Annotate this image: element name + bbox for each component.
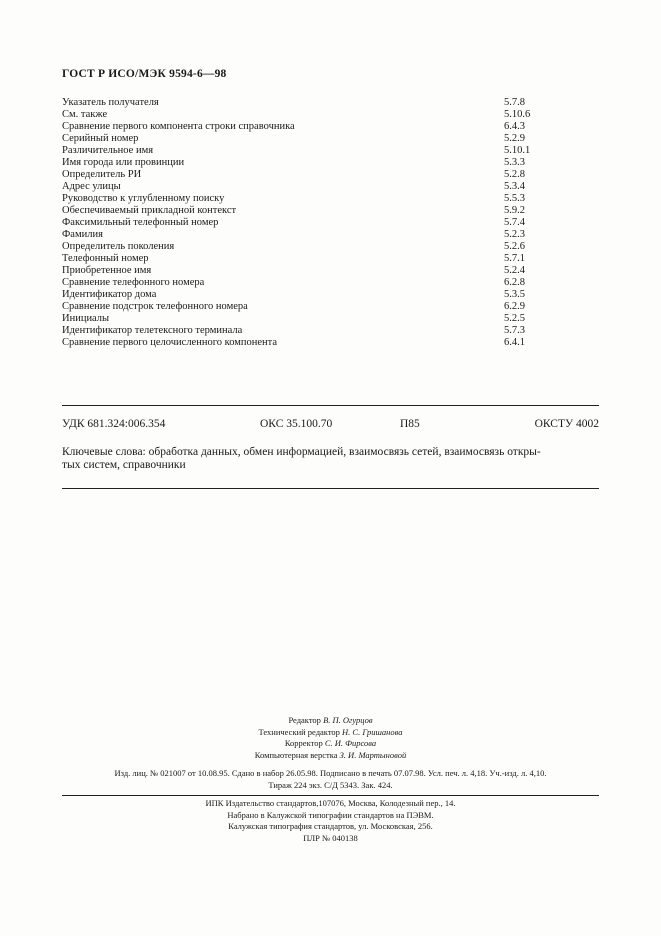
index-row bbox=[62, 205, 542, 217]
index-row bbox=[62, 277, 542, 289]
index-term: Обеспечиваемый прикладной контекст bbox=[62, 205, 237, 216]
index-ref: 5.2.4 bbox=[504, 265, 525, 276]
print-info bbox=[0, 767, 661, 791]
publisher-line: Набрано в Калужской типографии стандартов на ПЭВМ. bbox=[227, 809, 434, 820]
tech-editor-name: Н. С. Гришанова bbox=[342, 726, 403, 737]
divider-bottom bbox=[62, 795, 599, 796]
keywords-line: тых систем, справочники bbox=[62, 459, 186, 471]
index-row bbox=[62, 301, 542, 313]
index-term: См. также bbox=[62, 109, 108, 120]
index-ref: 5.7.8 bbox=[504, 97, 525, 108]
okstu-code: ОКСТУ 4002 bbox=[534, 418, 599, 430]
index-term: Сравнение первого целочисленного компонента bbox=[62, 337, 278, 348]
index-row bbox=[62, 169, 542, 181]
layout-name: З. И. Мартыновой bbox=[339, 749, 407, 760]
index-term: Факсимильный телефонный номер bbox=[62, 217, 219, 228]
publisher-info bbox=[0, 798, 661, 844]
publisher-line: ИПК Издательство стандартов,107076, Москва, Колодезный пер., 14. bbox=[205, 798, 456, 808]
publisher-line: ПЛР № 040138 bbox=[303, 832, 358, 843]
index-ref: 5.10.6 bbox=[504, 109, 531, 120]
divider-mid bbox=[62, 488, 599, 489]
index-term: Фамилия bbox=[62, 229, 103, 240]
index-row bbox=[62, 289, 542, 301]
keywords-line: Ключевые слова: обработка данных, обмен информацией, взаимосвязь сетей, взаимосвязь откры- bbox=[62, 446, 541, 458]
index-row bbox=[62, 325, 542, 337]
index-term: Имя города или провинции bbox=[62, 157, 185, 168]
index-ref: 5.9.2 bbox=[504, 205, 525, 216]
credit-layout: Компьютерная верстка З. И. Мартыновой bbox=[254, 749, 407, 760]
index-row bbox=[62, 265, 542, 277]
index-row bbox=[62, 133, 542, 145]
index-row bbox=[62, 217, 542, 229]
index-term: Сравнение подстрок телефонного номера bbox=[62, 301, 248, 312]
index-term: Приобретенное имя bbox=[62, 265, 152, 276]
index-ref: 6.4.1 bbox=[504, 337, 525, 348]
index-row bbox=[62, 97, 542, 109]
index-term: Сравнение телефонного номера bbox=[62, 277, 205, 288]
document-header: ГОСТ Р ИСО/МЭК 9594-6—98 bbox=[62, 68, 227, 80]
classification-codes bbox=[62, 418, 599, 432]
index-term: Идентификатор телетексного терминала bbox=[62, 325, 243, 336]
print-line: Тираж 224 экз. С/Д 5343. Зак. 424. bbox=[268, 780, 393, 790]
index-row bbox=[62, 121, 542, 133]
index-ref: 5.7.4 bbox=[504, 217, 525, 228]
index-ref: 6.2.9 bbox=[504, 301, 525, 312]
index-ref: 6.4.3 bbox=[504, 121, 525, 132]
index-term: Идентификатор дома bbox=[62, 289, 157, 300]
udk-code: УДК 681.324:006.354 bbox=[62, 418, 166, 430]
print-line: Изд. лиц. № 021007 от 10.08.95. Сдано в набор 26.05.98. Подписано в печать 07.07.98. Усл. печ. л. 4,18. Уч.-изд. л. 4,10. bbox=[114, 768, 547, 778]
index-ref: 5.2.3 bbox=[504, 229, 525, 240]
index-list bbox=[62, 97, 542, 349]
index-row bbox=[62, 229, 542, 241]
index-term: Адрес улицы bbox=[62, 181, 121, 192]
divider-top bbox=[62, 405, 599, 406]
index-term: Указатель получателя bbox=[62, 97, 159, 108]
index-ref: 5.2.8 bbox=[504, 169, 525, 180]
index-ref: 5.7.3 bbox=[504, 325, 525, 336]
index-row bbox=[62, 241, 542, 253]
credit-editor: Редактор В. П. Огурцов bbox=[288, 715, 373, 725]
oks-code: ОКС 35.100.70 bbox=[260, 418, 333, 430]
credits bbox=[0, 715, 661, 761]
index-ref: 5.5.3 bbox=[504, 193, 525, 204]
index-term: Различительное имя bbox=[62, 145, 154, 156]
p-code: П85 bbox=[400, 418, 420, 430]
index-term: Инициалы bbox=[62, 313, 110, 324]
index-row bbox=[62, 145, 542, 157]
index-ref: 5.7.1 bbox=[504, 253, 525, 264]
index-ref: 5.2.9 bbox=[504, 133, 525, 144]
corrector-name: С. И. Фирсова bbox=[324, 738, 377, 748]
index-term: Определитель поколения bbox=[62, 241, 175, 252]
credit-tech-editor: Технический редактор Н. С. Гришанова bbox=[258, 726, 403, 737]
index-term: Телефонный номер bbox=[62, 253, 149, 264]
index-row bbox=[62, 193, 542, 205]
index-ref: 5.3.5 bbox=[504, 289, 525, 300]
index-term: Сравнение первого компонента строки справочника bbox=[62, 121, 295, 132]
index-row bbox=[62, 313, 542, 325]
index-ref: 5.3.4 bbox=[504, 181, 525, 192]
index-term: Определитель РИ bbox=[62, 169, 142, 180]
index-row bbox=[62, 337, 542, 349]
index-row bbox=[62, 253, 542, 265]
index-row bbox=[62, 109, 542, 121]
index-row bbox=[62, 157, 542, 169]
index-term: Серийный номер bbox=[62, 133, 139, 144]
index-term: Руководство к углубленному поиску bbox=[62, 193, 225, 204]
editor-name: В. П. Огурцов bbox=[323, 715, 373, 725]
index-ref: 5.2.6 bbox=[504, 241, 525, 252]
credit-corrector: Корректор С. И. Фирсова bbox=[284, 738, 377, 748]
keywords bbox=[62, 446, 599, 472]
index-ref: 6.2.8 bbox=[504, 277, 525, 288]
index-ref: 5.3.3 bbox=[504, 157, 525, 168]
publisher-line: Калужская типография стандартов, ул. Московская, 256. bbox=[228, 821, 433, 831]
index-row bbox=[62, 181, 542, 193]
index-ref: 5.2.5 bbox=[504, 313, 525, 324]
index-ref: 5.10.1 bbox=[504, 145, 531, 156]
